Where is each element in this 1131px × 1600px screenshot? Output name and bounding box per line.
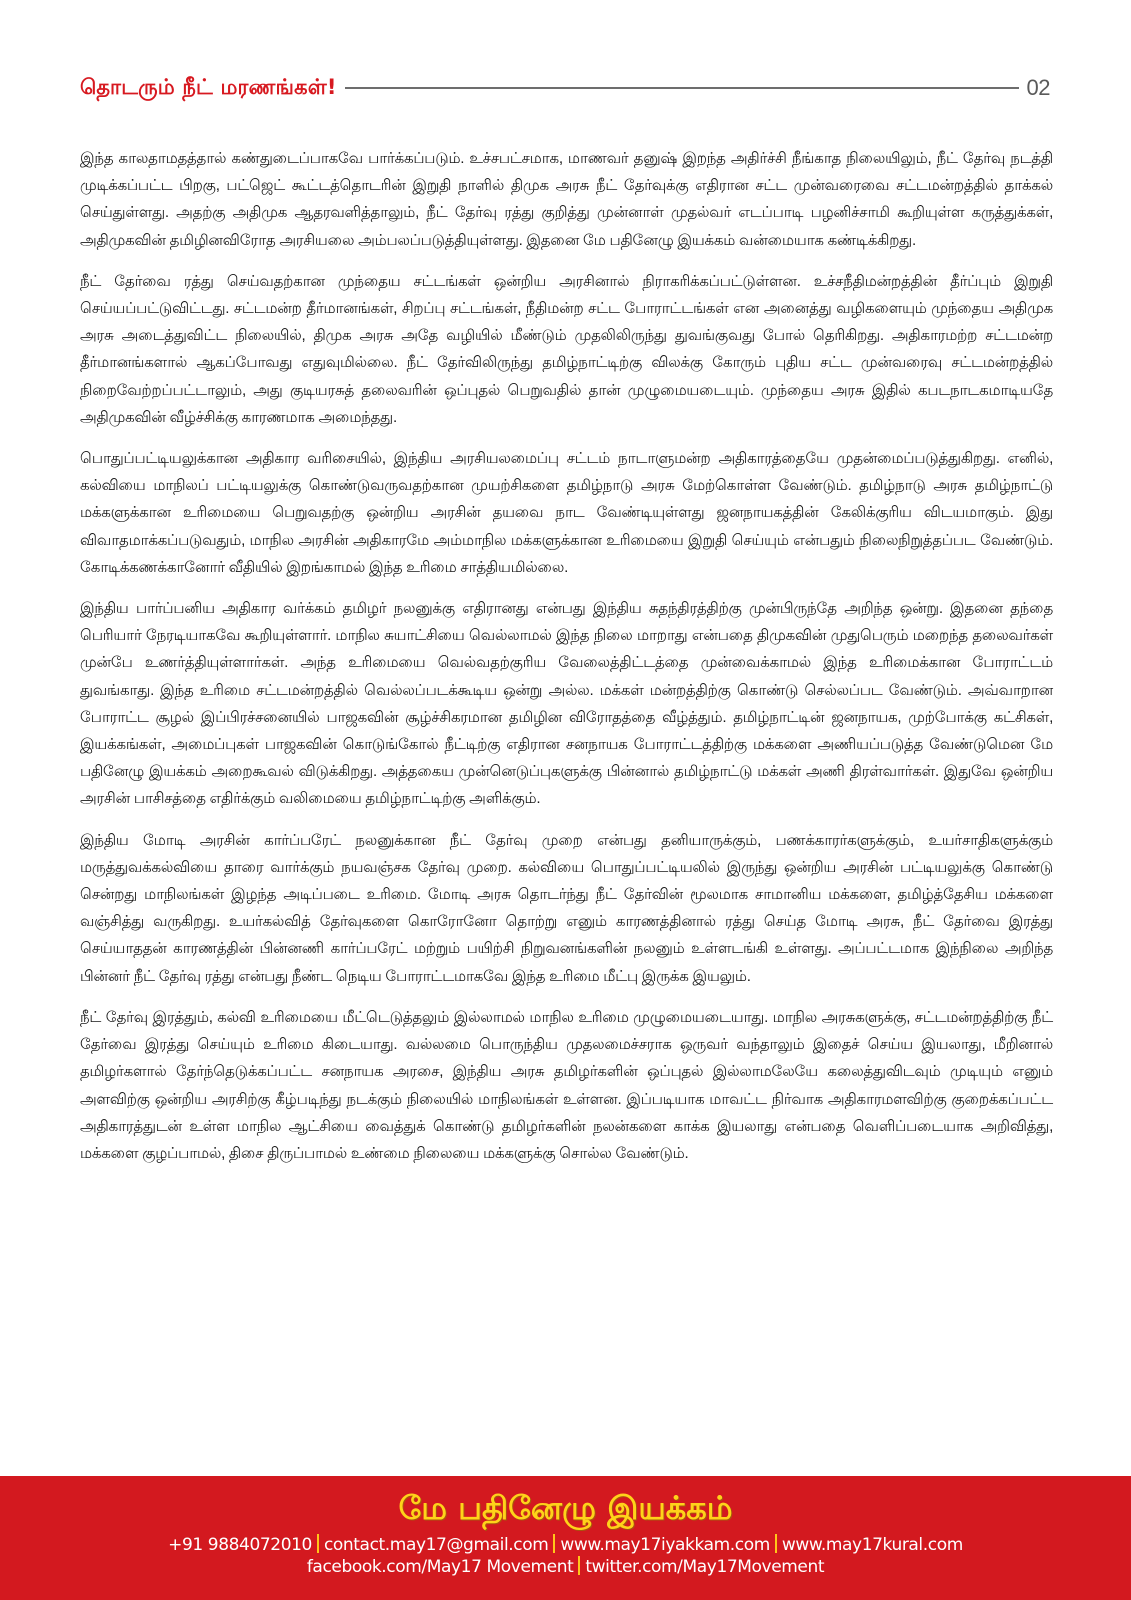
organization-name: மே பதினேழு இயக்கம் bbox=[398, 1489, 733, 1527]
separator bbox=[553, 1534, 555, 1553]
phone-number: +91 9884072010 bbox=[168, 1535, 312, 1555]
contact-line bbox=[0, 1534, 1131, 1556]
facebook-link[interactable]: facebook.com/May17 Movement bbox=[306, 1557, 574, 1577]
email-link[interactable]: contact.may17@gmail.com bbox=[323, 1535, 549, 1555]
paragraph: நீட் தேர்வை ரத்து செய்வதற்கான முந்தைய சட்டங்கள் ஒன்றிய அரசினால் நிராகரிக்கப்பட்டுள்ளன. உச்சநீதிமன்றத்தின் தீர்ப்பும் இறுதி செய்யப்பட்டுவிட்டது. சட்டமன்ற தீர்மானங்கள், சிறப்பு சட்டங்கள், நீதிமன்ற சட்ட போராட்டங்கள் என அனைத்து வழிகளையும் முந்தைய அதிமுக அரசு அடைத்துவிட்ட நிலையில், திமுக அரசு அதே வழியில் மீண்டும் முதலிலிருந்து துவங்குவது போல் தெரிகிறது. அதிகாரமற்ற சட்டமன்ற தீர்மானங்களால் ஆகப்போவது எதுவுமில்லை. நீட் தேர்விலிருந்து தமிழ்நாட்டிற்கு விலக்கு கோரும் புதிய சட்ட முன்வரைவு சட்டமன்றத்தில் நிறைவேற்றப்பட்டாலும், அது குடியரசுத் தலைவரின் ஒப்புதல் பெறுவதில் தான் முழுமையடையும். முந்தைய அரசு இதில் கபடநாடகமாடியதே அதிமுகவின் வீழ்ச்சிக்கு காரணமாக அமைந்தது. bbox=[80, 272, 1053, 426]
article-body bbox=[80, 145, 1053, 1181]
paragraph: இந்த காலதாமதத்தால் கண்துடைப்பாகவே பார்க்கப்படும். உச்சபட்சமாக, மாணவர் தனுஷ் இறந்த அதிர்ச்சி நீங்காத நிலையிலும், நீட் தேர்வு நடத்தி முடிக்கப்பட்ட பிறகு, பட்ஜெட் கூட்டத்தொடரின் இறுதி நாளில் திமுக அரசு நீட் தேர்வுக்கு எதிரான சட்ட முன்வரைவை சட்டமன்றத்தில் தாக்கல் செய்துள்ளது. அதற்கு அதிமுக ஆதரவளித்தாலும், நீட் தேர்வு ரத்து குறித்து முன்னாள் முதல்வர் எடப்பாடி பழனிச்சாமி கூறியுள்ள கருத்துக்கள், அதிமுகவின் தமிழினவிரோத அரசியலை அம்பலப்படுத்தியுள்ளது. இதனை மே பதினேழு இயக்கம் வன்மையாக கண்டிக்கிறது. bbox=[80, 150, 1053, 249]
paragraph: இந்திய பார்ப்பனிய அதிகார வர்க்கம் தமிழர் நலனுக்கு எதிரானது என்பது இந்திய சுதந்திரத்திற்கு முன்பிருந்தே அறிந்த ஒன்று. இதனை தந்தை பெரியார் நேரடியாகவே கூறியுள்ளார். மாநில சுயாட்சியை வெல்லாமல் இந்த நிலை மாறாது என்பதை திமுகவின் முதுபெரும் மறைந்த தலைவர்கள் முன்பே உணர்த்தியுள்ளார்கள். அந்த உரிமையை வெல்வதற்குரிய வேலைத்திட்டத்தை முன்வைக்காமல் இந்த உரிமைக்கான போராட்டம் துவங்காது. இந்த உரிமை சட்டமன்றத்தில் வெல்லப்படக்கூடிய ஒன்று அல்ல. மக்கள் மன்றத்திற்கு கொண்டு செல்லப்பட வேண்டும். அவ்வாறான போராட்ட சூழல் இப்பிரச்சனையில் பாஜகவின் சூழ்ச்சிகரமான தமிழின விரோதத்தை வீழ்த்தும். தமிழ்நாட்டின் ஜனநாயக, முற்போக்கு கட்சிகள், இயக்கங்கள், அமைப்புகள் பாஜகவின் கொடுங்கோல் நீட்டிற்கு எதிரான சனநாயக போராட்டத்திற்கு மக்களை அணியப்படுத்த வேண்டுமென மே பதினேழு இயக்கம் அறைகூவல் விடுக்கிறது. அத்தகைய முன்னெடுப்புகளுக்கு பின்னால் தமிழ்நாட்டு மக்கள் அணி திரள்வார்கள். இதுவே ஒன்றிய அரசின் பாசிசத்தை எதிர்க்கும் வலிமையை தமிழ்நாட்டிற்கு அளிக்கும். bbox=[80, 600, 1053, 808]
separator bbox=[578, 1556, 580, 1575]
social-line bbox=[0, 1556, 1131, 1578]
footer-banner bbox=[0, 1476, 1131, 1600]
header-divider bbox=[345, 87, 1019, 89]
website-link-kural[interactable]: www.may17kural.com bbox=[781, 1535, 963, 1555]
twitter-link[interactable]: twitter.com/May17Movement bbox=[585, 1557, 825, 1577]
page-header bbox=[80, 70, 1050, 106]
page-number: 02 bbox=[1026, 75, 1050, 100]
paragraph: நீட் தேர்வு இரத்தும், கல்வி உரிமையை மீட்டெடுத்தலும் இல்லாமல் மாநில உரிமை முழுமையடையாது. மாநில அரசுகளுக்கு, சட்டமன்றத்திற்கு நீட் தேர்வை இரத்து செய்யும் உரிமை கிடையாது. வல்லமை பொருந்திய முதலமைச்சராக ஒருவர் வந்தாலும் இதைச் செய்ய இயலாது, மீறினால் தமிழர்களால் தேர்ந்தெடுக்கப்பட்ட சனநாயக அரசை, இந்திய அரசு தமிழர்களின் ஒப்புதல் இல்லாமலேயே கலைத்துவிடவும் முடியும் எனும் அளவிற்கு ஒன்றிய அரசிற்கு கீழ்படிந்து நடக்கும் நிலையில் மாநிலங்கள் உள்ளன. இப்படியாக மாவட்ட நிர்வாக அதிகாரமளவிற்கு குறைக்கப்பட்ட அதிகாரத்துடன் உள்ள மாநில ஆட்சியை வைத்துக் கொண்டு தமிழர்களின் நலன்களை காக்க இயலாது என்பதை வெளிப்படையாக அறிவித்து, மக்களை குழப்பாமல், திசை திருப்பாமல் உண்மை நிலையை மக்களுக்கு சொல்ல வேண்டும். bbox=[80, 1008, 1053, 1162]
separator bbox=[317, 1534, 319, 1553]
website-link-iyakkam[interactable]: www.may17iyakkam.com bbox=[560, 1535, 770, 1555]
paragraph: இந்திய மோடி அரசின் கார்ப்பரேட் நலனுக்கான நீட் தேர்வு முறை என்பது தனியாருக்கும், பணக்காரர்களுக்கும், உயர்சாதிகளுக்கும் மருத்துவக்கல்வியை தாரை வார்க்கும் நயவஞ்சக தேர்வு முறை. கல்வியை பொதுப்பட்டியலில் இருந்து ஒன்றிய அரசின் பட்டியலுக்கு கொண்டு சென்றது மாநிலங்கள் இழந்த அடிப்படை உரிமை. மோடி அரசு தொடர்ந்து நீட் தேர்வின் மூலமாக சாமானிய மக்களை, தமிழ்த்தேசிய மக்களை வஞ்சித்து வருகிறது. உயர்கல்வித் தேர்வுகளை கொரோனோ தொற்று எனும் காரணத்தினால் ரத்து செய்த மோடி அரசு, நீட் தேர்வை இரத்து செய்யாததன் காரணத்தின் பின்னணி கார்ப்பரேட் மற்றும் பயிற்சி நிறுவனங்களின் நலனும் உள்ளடங்கி உள்ளது. அப்பட்டமாக இந்நிலை அறிந்த பின்னர் நீட் தேர்வு ரத்து என்பது நீண்ட நெடிய போராட்டமாகவே இந்த உரிமை மீட்பு இருக்க இயலும். bbox=[80, 831, 1053, 985]
paragraph: பொதுப்பட்டியலுக்கான அதிகார வரிசையில், இந்திய அரசியலமைப்பு சட்டம் நாடாளுமன்ற அதிகாரத்தையே முதன்மைப்படுத்துகிறது. எனில், கல்வியை மாநிலப் பட்டியலுக்கு கொண்டுவருவதற்கான முயற்சிகளை தமிழ்நாடு அரசு மேற்கொள்ள வேண்டும். தமிழ்நாடு அரசு தமிழ்நாட்டு மக்களுக்கான உரிமையை பெறுவதற்கு ஒன்றிய அரசின் தயவை நாட வேண்டியுள்ளது ஜனநாயகத்தின் கேலிக்குரிய விடயமாகும். இது விவாதமாக்கப்படுவதும், மாநில அரசின் அதிகாரமே அம்மாநில மக்களுக்கான உரிமையை இறுதி செய்யும் என்பதும் நிலைநிறுத்தப்பட வேண்டும். கோடிக்கணக்கானோர் வீதியில் இறங்காமல் இந்த உரிமை சாத்தியமில்லை. bbox=[80, 450, 1054, 576]
article-title: தொடரும் நீட் மரணங்கள்! bbox=[80, 74, 337, 99]
separator bbox=[775, 1534, 777, 1553]
